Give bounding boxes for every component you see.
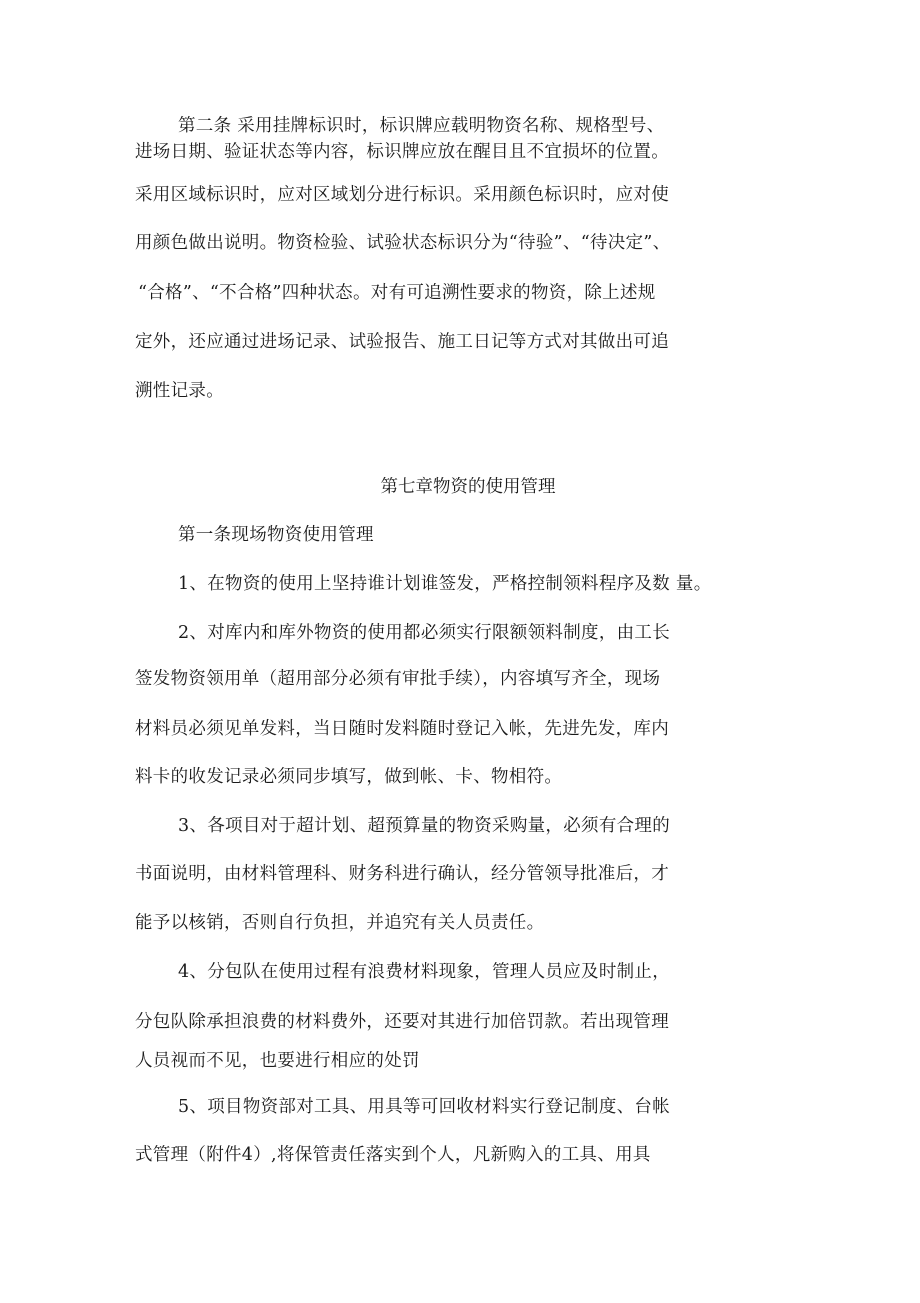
article2-line-5: “合格”、“不合格”四种状态。对有可追溯性要求的物资，除上述规 (138, 283, 656, 303)
item2-line-1: 2、对库内和库外物资的使用都必须实行限额领料制度，由工长 (178, 623, 671, 643)
article2-line-4: 用颜色做出说明。物资检验、试验状态标识分为“待验”、“待决定”、 (135, 233, 671, 253)
item4-line-3: 人员视而不见，也要进行相应的处罚 (135, 1051, 420, 1071)
article2-line-3: 采用区域标识时，应对区域划分进行标识。采用颜色标识时，应对使 (135, 185, 669, 205)
item4-line-2: 分包队除承担浪费的材料费外，还要对其进行加倍罚款。若出现管理 (135, 1012, 669, 1032)
item1-line-1: 1、在物资的使用上坚持谁计划谁签发，严格控制领料程序及数 量。 (178, 574, 712, 594)
item2-line-2: 签发物资领用单（超用部分必须有审批手续），内容填写齐全，现场 (135, 669, 661, 689)
article2-line-7: 溯性记录。 (135, 381, 224, 401)
article2-line-2: 进场日期、验证状态等内容，标识牌应放在醒目且不宜损坏的位置。 (135, 142, 669, 162)
article2-line-1: 第二条 采用挂牌标识时，标识牌应载明物资名称、规格型号、 (178, 116, 665, 136)
item4-line-1: 4、分包队在使用过程有浪费材料现象，管理人员应及时制止， (178, 962, 671, 982)
item2-line-4: 料卡的收发记录必须同步填写，做到帐、卡、物相符。 (135, 767, 563, 787)
item3-line-3: 能予以核销，否则自行负担，并追究有关人员责任。 (135, 913, 545, 933)
section-title: 第一条现场物资使用管理 (178, 525, 374, 545)
item5-line-2: 式管理（附件4）,将保管责任落实到个人，凡新购入的工具、用具 (135, 1145, 651, 1165)
item5-line-1: 5、项目物资部对工具、用具等可回收材料实行登记制度、台帐 (178, 1097, 671, 1117)
item2-line-3: 材料员必须见单发料，当日随时发料随时登记入帐，先进先发，库内 (135, 719, 669, 739)
article2-line-6: 定外，还应通过进场记录、试验报告、施工日记等方式对其做出可追 (135, 332, 669, 352)
item3-line-2: 书面说明，由材料管理科、财务科进行确认，经分管领导批准后，才 (135, 864, 669, 884)
chapter-title: 第七章物资的使用管理 (380, 477, 556, 497)
item3-line-1: 3、各项目对于超计划、超预算量的物资采购量，必须有合理的 (178, 816, 671, 836)
